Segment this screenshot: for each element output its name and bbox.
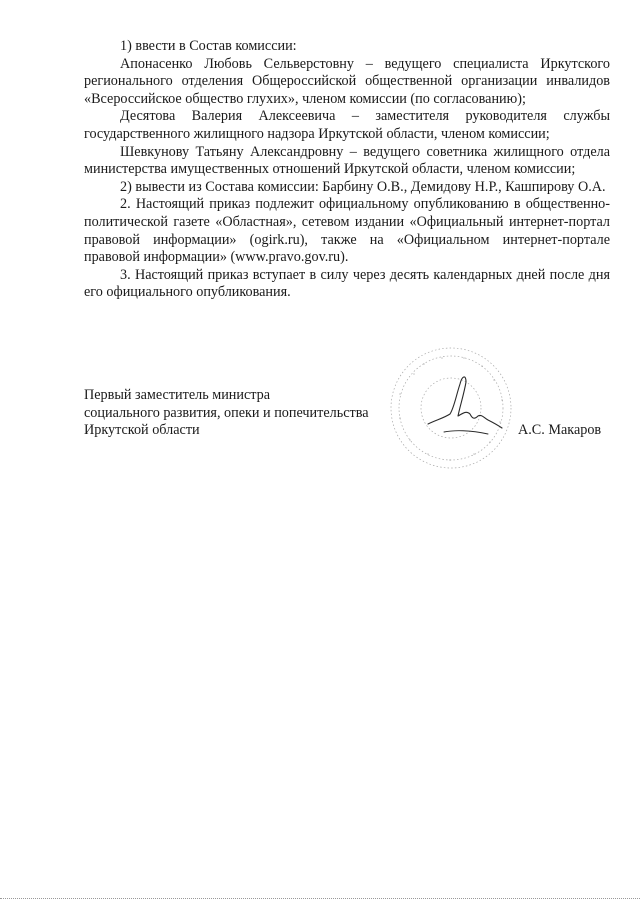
signatory-position-line-1: Первый заместитель министра [84, 387, 271, 403]
seal-stamp-image [384, 344, 518, 472]
handwritten-signature [428, 377, 502, 428]
signatory-position [84, 387, 404, 440]
signatory-position-line-2: социального развития, опеки и попечительства [84, 404, 369, 421]
signatory-name: А.С. Макаров [518, 422, 602, 438]
paragraph-shevkunova: Шевкунову Татьяну Александровну – ведущего советника жилищного отдела министерства имущественных отношений Иркутской области, членом комиссии; [84, 143, 610, 178]
paragraph-effective-date: 3. Настоящий приказ вступает в силу через десять календарных дней после дня его официального опубликования. [84, 266, 610, 301]
page-bottom-rule [0, 898, 640, 901]
paragraph-publication: 2. Настоящий приказ подлежит официальному опубликованию в общественно-политической газете «Областная», сетевом издании «Официальный интернет-портал правовой информации» (ogirk.ru), также на «Официальном интернет-портале правовой информации» (www.pravo.gov.ru). [84, 196, 610, 266]
paragraph-add-to-commission: 1) ввести в Состав комиссии: [120, 38, 297, 54]
signatory-position-line-3: Иркутской области [84, 422, 200, 439]
paragraph-remove-from-commission: 2) вывести из Состава комиссии: Барбину О.В., Демидову Н.Р., Кашпирову О.А. [120, 178, 606, 195]
paragraph-aponasenko: Апонасенко Любовь Сельверстовну – ведущего специалиста Иркутского регионального отделения Общероссийской общественной организации инвалидов «Всероссийское общество глухих», членом комиссии (по согласованию); [84, 55, 610, 107]
document-body [84, 38, 610, 302]
paragraph-desyatov: Десятова Валерия Алексеевича – заместителя руководителя службы государственного жилищного надзора Иркутской области, членом комиссии; [84, 108, 610, 142]
